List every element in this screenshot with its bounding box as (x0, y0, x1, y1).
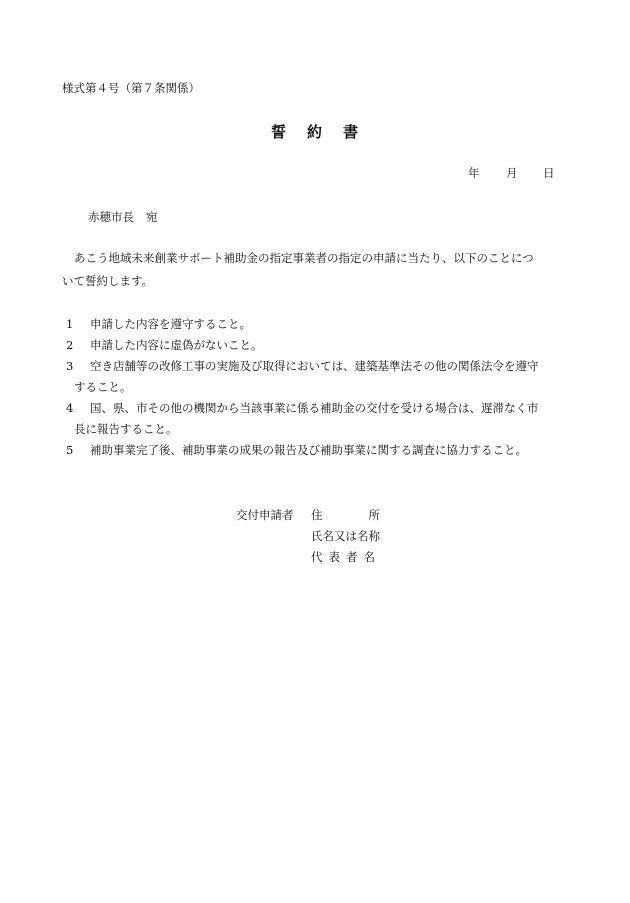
item-number: 4 (66, 401, 74, 415)
document-title (0, 125, 630, 140)
item-text: 空き店舗等の改修工事の実施及び取得においては、建築基準法その他の関係法令を遵守 (90, 359, 539, 373)
title-char-1: 誓 (270, 123, 287, 141)
item-text-continuation: すること。 (74, 380, 132, 394)
intro-line-2: いて誓約します。 (62, 274, 154, 288)
item-text: 補助事業完了後、補助事業の成果の報告及び補助事業に関する調査に協力すること。 (90, 443, 527, 457)
addressee-suffix: 宛 (146, 210, 158, 224)
name-label: 氏名又は名称 (311, 529, 380, 543)
representative-label: 代表者名 (311, 550, 381, 564)
item-number: 1 (66, 317, 74, 331)
address-label-char-1: 住 (311, 508, 323, 522)
title-char-3: 書 (343, 123, 360, 141)
date-year-label: 年 (468, 166, 480, 180)
form-number: 様式第４号（第７条関係） (62, 81, 200, 95)
date-day-label: 日 (543, 166, 555, 180)
item-text: 申請した内容を遵守すること。 (90, 317, 251, 331)
item-number: 5 (66, 443, 74, 457)
item-text: 申請した内容に虚偽がないこと。 (90, 338, 263, 352)
date-month-label: 月 (506, 166, 518, 180)
item-text: 国、県、市その他の機関から当該事業に係る補助金の交付を受ける場合は、遅滞なく市 (90, 401, 539, 415)
addressee-name: 赤穂市長 (88, 210, 134, 224)
address-label-char-2: 所 (368, 508, 380, 522)
item-number: 2 (66, 338, 74, 352)
intro-line-1: あこう地域未来創業サポート補助金の指定事業者の指定の申請に当たり、以下のことにつ (74, 251, 534, 265)
title-char-2: 約 (306, 123, 323, 141)
item-text-continuation: 長に報告すること。 (74, 422, 178, 436)
address-label (311, 510, 380, 522)
addressee (88, 212, 158, 224)
item-number: 3 (66, 359, 74, 373)
applicant-label: 交付申請者 (236, 508, 294, 522)
